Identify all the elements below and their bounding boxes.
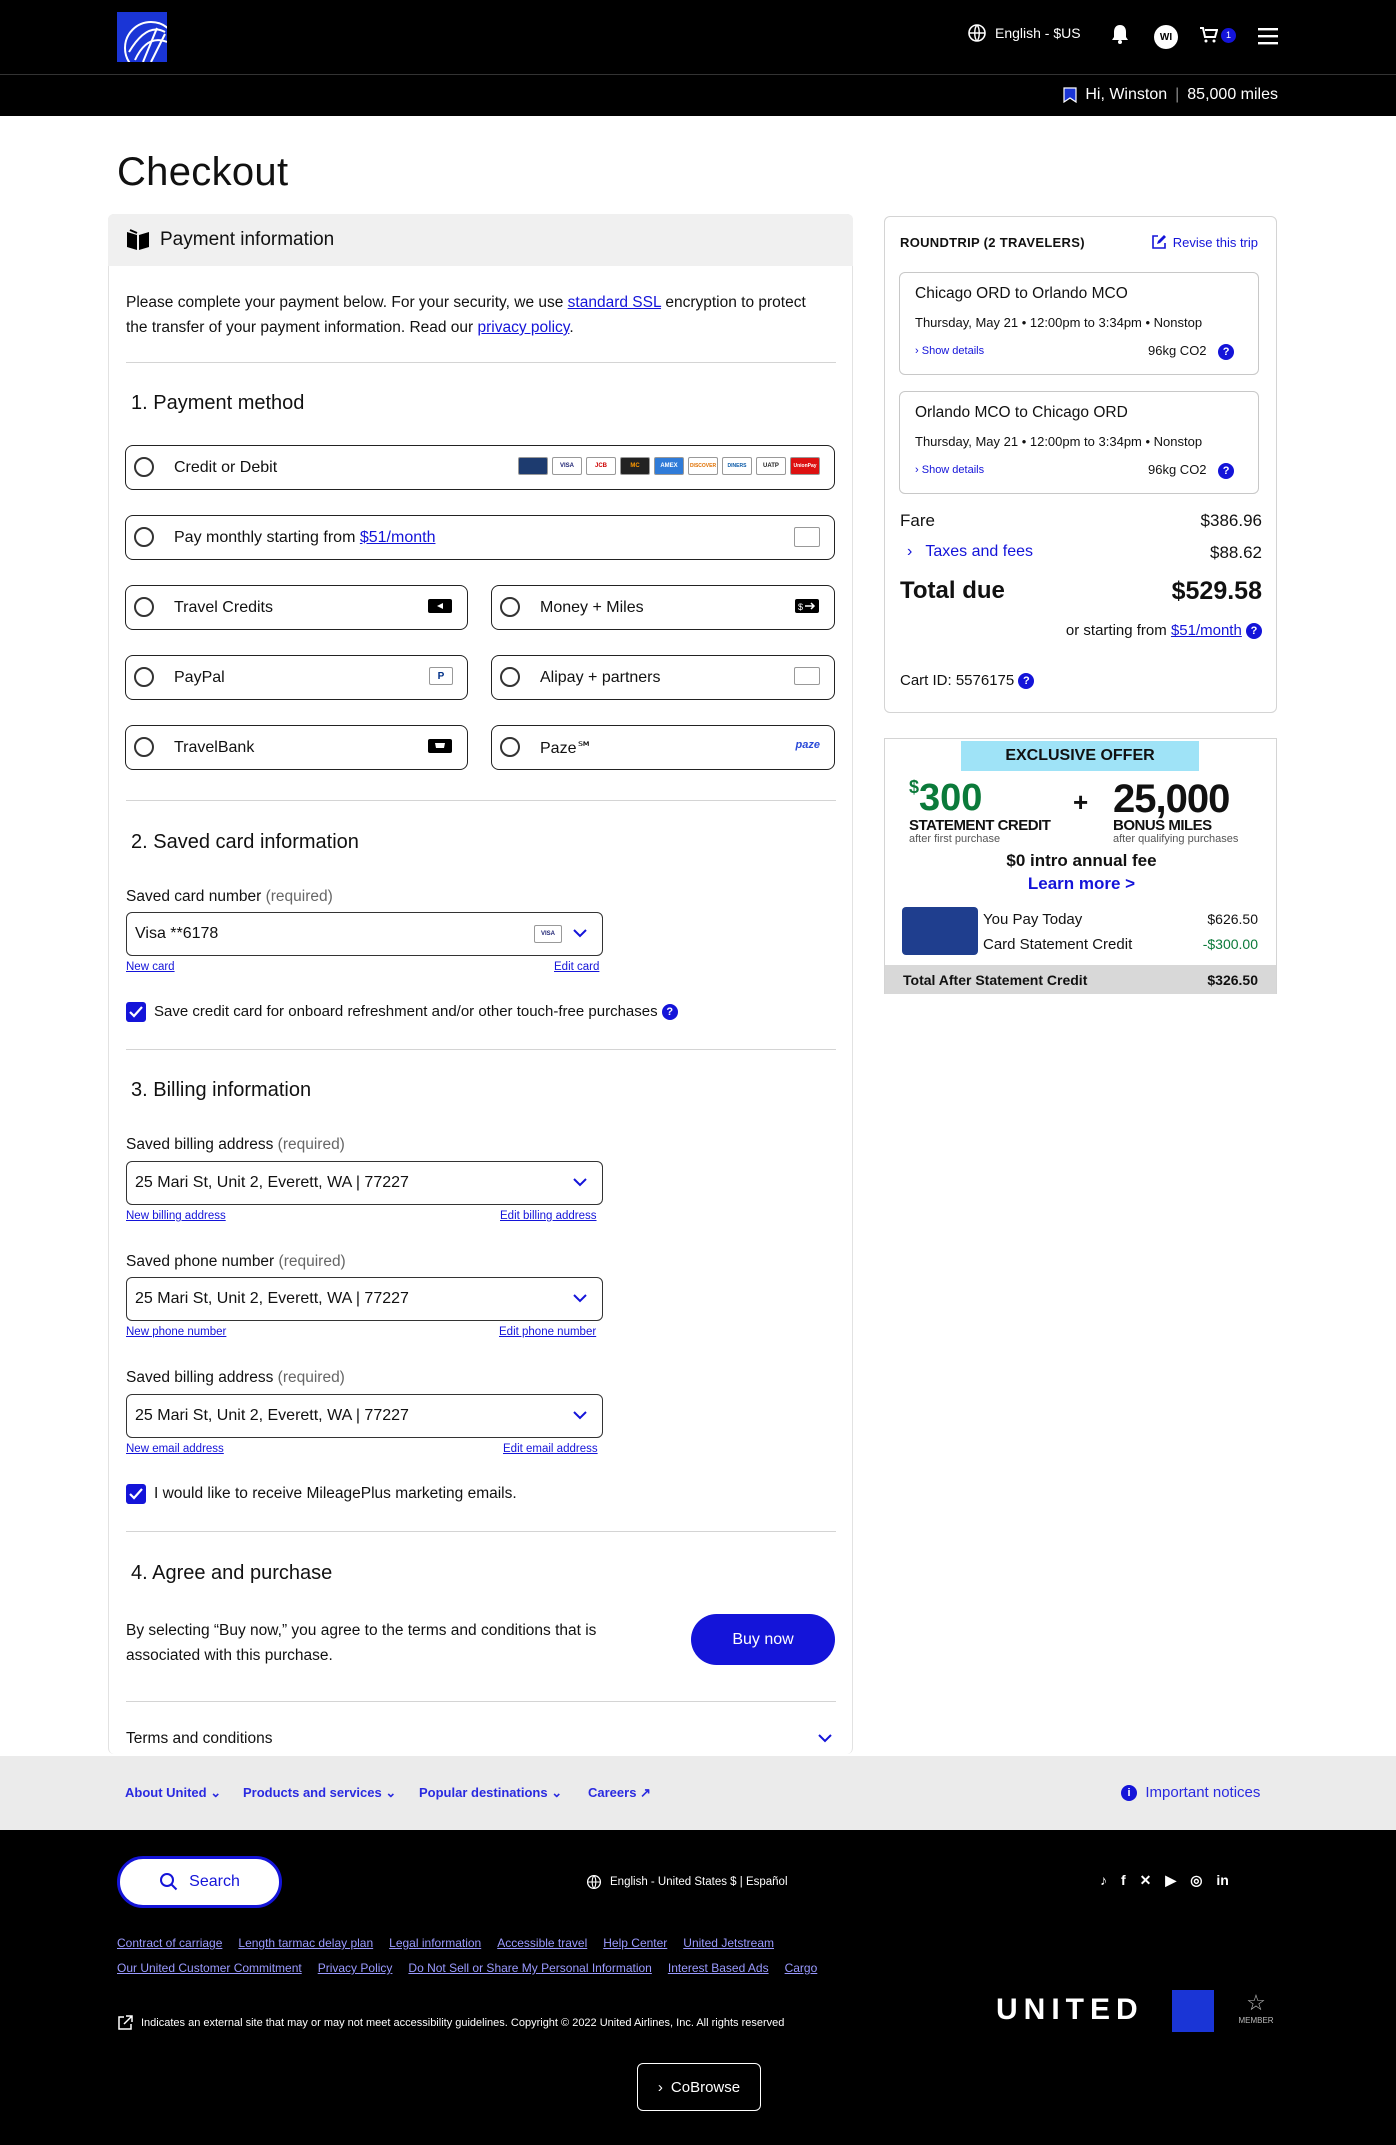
notices-text: Important notices	[1145, 1784, 1261, 1801]
cart-button[interactable]	[1200, 27, 1236, 43]
edit-card-link[interactable]: Edit card	[554, 961, 600, 973]
new-phone-link[interactable]: New phone number	[126, 1326, 227, 1338]
miles-label: BONUS MILES	[1113, 817, 1212, 834]
required-text: (required)	[277, 1136, 345, 1153]
search-icon	[159, 1872, 179, 1892]
help-icon[interactable]: ?	[1218, 344, 1234, 360]
page-title: Checkout	[117, 150, 289, 194]
search-label: Search	[189, 1873, 240, 1890]
saved-card-value: Visa **6178	[135, 925, 219, 942]
flight-leg-2	[899, 391, 1259, 494]
divider	[126, 362, 836, 363]
credit-card-offer[interactable]	[884, 738, 1277, 994]
total-after-row	[885, 965, 1276, 994]
save-card-text: Save credit card for onboard refreshment and/or other touch-free purchases	[154, 1003, 658, 1020]
saved-card-title: 2. Saved card information	[131, 831, 359, 853]
label-text: Saved card number	[126, 888, 262, 905]
star-icon: ☆	[1246, 1990, 1266, 2015]
payment-panel	[108, 214, 853, 1754]
language-selector[interactable]	[967, 23, 1081, 43]
bell-icon[interactable]	[1110, 23, 1130, 45]
facebook-icon[interactable]: f	[1121, 1872, 1126, 1888]
option-credit-debit[interactable]	[125, 445, 835, 490]
intro-text-2: encryption to protect the transfer of your payment information. Read our	[126, 294, 806, 336]
svg-text:$: $	[798, 602, 804, 612]
annual-fee: $0 intro annual fee	[1006, 851, 1157, 870]
save-card-checkbox[interactable]	[126, 1002, 146, 1022]
statement-credit-value: -$300.00	[1202, 936, 1258, 952]
option-money-miles[interactable]	[491, 585, 835, 630]
footer-link[interactable]: Length tarmac delay plan	[238, 1936, 374, 1950]
radio-paypal[interactable]	[134, 667, 154, 687]
external-link-icon	[117, 2015, 133, 2031]
trip-heading: ROUNDTRIP (2 TRAVELERS)	[900, 235, 1085, 250]
divider	[126, 1049, 836, 1050]
user-avatar[interactable]	[1154, 25, 1178, 49]
info-icon: i	[1121, 1785, 1137, 1801]
youtube-icon[interactable]: ▶	[1165, 1872, 1177, 1888]
divider	[126, 1701, 836, 1702]
cobrowse-button[interactable]	[637, 2063, 761, 2111]
social-links	[1100, 1872, 1229, 1889]
offer-banner: EXCLUSIVE OFFER	[961, 741, 1199, 771]
dollar-sign: $	[909, 777, 920, 797]
starting-from	[1066, 622, 1262, 639]
footer-link[interactable]: Our United Customer Commitment	[117, 1961, 302, 1975]
popular-text: Popular destinations	[419, 1785, 548, 1800]
option-alipay[interactable]	[491, 655, 835, 700]
show-details-text: Show details	[921, 464, 985, 476]
help-icon[interactable]: ?	[1246, 623, 1262, 639]
flight-leg-1	[899, 272, 1259, 375]
member-text: MEMBER	[1238, 2016, 1274, 2025]
paypal-label: PayPal	[174, 668, 225, 686]
marketing-label: I would like to receive MileagePlus marketing emails.	[154, 1485, 517, 1502]
visa-icon: VISA	[552, 457, 582, 475]
card-icon	[518, 457, 548, 475]
footer-link[interactable]: Legal information	[389, 1936, 482, 1950]
agree-title: 4. Agree and purchase	[131, 1562, 333, 1584]
paze-label: Paze℠	[540, 739, 593, 757]
united-globe-logo	[1172, 1990, 1214, 2032]
total-value: $529.58	[1171, 577, 1262, 605]
radio-travel-credits[interactable]	[134, 597, 154, 617]
chevron-down-icon	[570, 923, 590, 943]
disclaimer-text: Indicates an external site that may or may not meet accessibility guidelines. Copyright © 2022 United Airlines, Inc. All rights reserved	[141, 2017, 785, 2029]
edit-billing-address-link[interactable]: Edit billing address	[500, 1210, 597, 1222]
cart-icon	[1200, 27, 1218, 43]
plus-sign: +	[1073, 787, 1089, 817]
site-footer	[0, 1830, 1396, 2145]
mileageplus-bar	[0, 74, 1396, 116]
label-text: Saved billing address	[126, 1136, 274, 1153]
footer-link[interactable]: Privacy Policy	[317, 1961, 393, 1975]
radio-paze[interactable]	[500, 737, 520, 757]
option-travelbank[interactable]	[125, 725, 468, 770]
required-text: (required)	[278, 1253, 346, 1270]
globe-icon	[586, 1874, 602, 1890]
paze-logo: paze	[795, 739, 820, 751]
credit-label: STATEMENT CREDIT	[909, 817, 1051, 834]
ticket-icon	[427, 597, 453, 617]
edit-email-link[interactable]: Edit email address	[503, 1443, 598, 1455]
radio-money-miles[interactable]	[500, 597, 520, 617]
required-text: (required)	[265, 888, 333, 905]
credit-sub: after first purchase	[909, 833, 1001, 845]
agree-text: By selecting “Buy now,” you agree to the terms and conditions that is associated with this purchase.	[126, 1622, 597, 1664]
tiktok-icon[interactable]: ♪	[1100, 1872, 1107, 1888]
saved-card-label	[126, 888, 333, 906]
billing-address-label	[126, 1136, 345, 1154]
starting-text: or starting from	[1065, 622, 1171, 639]
instagram-icon[interactable]: ◎	[1190, 1872, 1203, 1888]
buy-now-button[interactable]: Buy now	[691, 1614, 835, 1665]
x-icon[interactable]: ✕	[1139, 1872, 1152, 1888]
show-details-link[interactable]: › Show details	[915, 464, 985, 476]
billing-title: 3. Billing information	[131, 1079, 312, 1101]
billing-address-select[interactable]	[126, 1161, 603, 1205]
pay-today-label: You Pay Today	[983, 911, 1083, 928]
travelbank-label: TravelBank	[174, 738, 255, 756]
help-icon[interactable]: ?	[1218, 463, 1234, 479]
products-text: Products and services	[243, 1785, 382, 1800]
card-brand-icons	[518, 457, 820, 477]
revise-trip-link[interactable]	[1151, 234, 1258, 250]
phone-label	[126, 1253, 346, 1271]
edit-icon	[1151, 234, 1167, 250]
label-text: Saved billing address	[126, 1369, 274, 1386]
divider: |	[1175, 86, 1180, 103]
intro-text-1: Please complete your payment below. For your security, we use	[126, 294, 568, 311]
miles-amount: 25,000	[1113, 777, 1230, 821]
taxes-toggle[interactable]: › Taxes and fees	[907, 543, 1033, 560]
radio-monthly[interactable]	[134, 527, 154, 547]
co2-text: 96kg CO2	[1148, 343, 1207, 358]
footer-link[interactable]: Help Center	[603, 1936, 668, 1950]
jcb-icon: JCB	[586, 457, 616, 475]
globe-icon	[967, 23, 987, 43]
travelbank-icon	[427, 737, 453, 757]
visa-icon: VISA	[534, 925, 562, 943]
monthly-label: Pay monthly starting from	[174, 528, 356, 546]
total-after-label: Total After Statement Credit	[903, 972, 1088, 988]
radio-credit[interactable]	[134, 457, 154, 477]
diners-icon: DINERS	[722, 457, 752, 475]
chevron-down-icon	[570, 1405, 590, 1425]
united-globe-logo[interactable]	[117, 12, 167, 62]
payment-title: Payment information	[160, 229, 335, 250]
revise-text: Revise this trip	[1172, 234, 1258, 250]
amex-icon: AMEX	[654, 457, 684, 475]
edit-phone-link[interactable]: Edit phone number	[499, 1326, 597, 1338]
money-miles-label: Money + Miles	[540, 598, 644, 616]
about-text: About United	[125, 1785, 207, 1800]
privacy-policy-link[interactable]: privacy policy	[477, 319, 570, 336]
bookmark-icon	[1063, 87, 1077, 103]
trip-summary	[884, 216, 1277, 713]
unionpay-icon: UnionPay	[790, 457, 820, 475]
learn-more-link[interactable]: Learn more >	[1027, 874, 1136, 893]
miles-sub: after qualifying purchases	[1113, 833, 1239, 845]
money-miles-icon	[794, 597, 820, 617]
careers-text: Careers	[588, 1785, 637, 1800]
discover-icon: DISCOVER	[688, 457, 718, 475]
taxes-label: Taxes and fees	[925, 543, 1033, 560]
footer-link[interactable]: United Jetstream	[683, 1936, 774, 1950]
email-value: 25 Mari St, Unit 2, Everett, WA | 77227	[135, 1407, 409, 1424]
monthly-link[interactable]: $51/month	[359, 528, 436, 546]
travel-credits-label: Travel Credits	[174, 598, 273, 616]
footer-language[interactable]	[586, 1874, 788, 1890]
chevron-down-icon	[570, 1172, 590, 1192]
leg-route: Chicago ORD to Orlando MCO	[915, 285, 1128, 302]
footer-products-link[interactable]: Products and services ⌄	[243, 1785, 397, 1800]
alipay-icon	[794, 667, 820, 687]
pay-today-value: $626.50	[1207, 911, 1258, 927]
divider	[126, 800, 836, 801]
alipay-label: Alipay + partners	[540, 668, 661, 686]
footer-careers-link[interactable]: Careers ↗	[588, 1785, 651, 1800]
statement-credit-label: Card Statement Credit	[983, 936, 1133, 953]
cart-count-badge: 1	[1221, 28, 1236, 43]
avatar-initials: WI	[1154, 25, 1178, 49]
cobrowse-label: CoBrowse	[670, 2078, 741, 2096]
footer-search-button[interactable]	[117, 1856, 282, 1908]
star-alliance-badge	[1236, 1990, 1276, 2025]
co2-text: 96kg CO2	[1148, 462, 1207, 477]
credit-value: 300	[919, 777, 983, 819]
menu-icon[interactable]	[1258, 27, 1278, 45]
help-icon[interactable]: ?	[662, 1004, 678, 1020]
legal-links-row-2	[117, 1961, 817, 1975]
cart-id	[900, 672, 1034, 689]
ssl-link[interactable]: standard SSL	[567, 294, 662, 311]
united-wordmark: UNITED	[996, 1993, 1144, 2026]
payment-header	[108, 214, 853, 266]
email-label	[126, 1369, 345, 1387]
chevron-down-icon	[570, 1288, 590, 1308]
total-label: Total due	[900, 577, 1005, 604]
footer-link[interactable]: Cargo	[784, 1961, 818, 1975]
phone-value: 25 Mari St, Unit 2, Everett, WA | 77227	[135, 1290, 409, 1307]
uatp-icon: UATP	[756, 457, 786, 475]
footer-popular-link[interactable]: Popular destinations ⌄	[419, 1785, 563, 1800]
leg-details: Thursday, May 21 • 12:00pm to 3:34pm • Nonstop	[915, 315, 1203, 330]
intro-text-3: .	[569, 319, 574, 336]
help-icon[interactable]: ?	[1018, 673, 1034, 689]
credit-card-image	[902, 907, 978, 955]
radio-travelbank[interactable]	[134, 737, 154, 757]
important-notices-link[interactable]	[1121, 1784, 1260, 1801]
total-after-value: $326.50	[1207, 972, 1258, 988]
marketing-checkbox[interactable]	[126, 1484, 146, 1504]
leg-details: Thursday, May 21 • 12:00pm to 3:34pm • Nonstop	[915, 434, 1203, 449]
top-nav	[0, 0, 1396, 74]
divider	[126, 1531, 836, 1532]
cart-id-text: Cart ID: 5576175	[900, 672, 1015, 689]
linkedin-icon[interactable]: in	[1216, 1872, 1229, 1888]
footer-link[interactable]: Do Not Sell or Share My Personal Information	[408, 1961, 652, 1975]
greeting[interactable]	[1063, 86, 1278, 104]
email-select[interactable]	[126, 1394, 603, 1438]
footer-link[interactable]: Accessible travel	[497, 1936, 588, 1950]
show-details-text: Show details	[921, 345, 985, 357]
leg-co2	[1148, 343, 1234, 360]
miles-balance: 85,000 miles	[1187, 86, 1278, 103]
saved-card-select[interactable]	[126, 912, 603, 956]
phone-select[interactable]	[126, 1277, 603, 1321]
payment-intro	[126, 290, 806, 340]
option-paze[interactable]	[491, 725, 835, 770]
chevron-down-icon[interactable]	[815, 1728, 835, 1748]
radio-alipay[interactable]	[500, 667, 520, 687]
option-travel-credits[interactable]	[125, 585, 468, 630]
new-billing-address-link[interactable]: New billing address	[126, 1210, 226, 1222]
footer-language-text: English - United States $ | Español	[610, 1876, 788, 1888]
label-text: Saved phone number	[126, 1253, 275, 1270]
affirm-icon	[794, 527, 820, 547]
footer-disclaimer	[117, 2015, 784, 2031]
monthly-link[interactable]: $51/month	[1170, 622, 1242, 639]
mastercard-icon: MC	[620, 457, 650, 475]
payment-method-title: 1. Payment method	[131, 392, 305, 414]
leg-co2	[1148, 462, 1234, 479]
fare-label: Fare	[900, 511, 935, 530]
language-label: English - $US	[995, 25, 1081, 41]
fare-value: $386.96	[1200, 511, 1262, 530]
option-pay-monthly[interactable]	[125, 515, 835, 560]
chevron-right-icon: ›	[657, 2078, 663, 2096]
required-text: (required)	[277, 1369, 345, 1386]
footer-link[interactable]: Contract of carriage	[117, 1936, 223, 1950]
option-paypal[interactable]	[125, 655, 468, 700]
billing-address-value: 25 Mari St, Unit 2, Everett, WA | 77227	[135, 1174, 409, 1191]
show-details-link[interactable]: › Show details	[915, 345, 985, 357]
legal-links-row-1	[117, 1936, 774, 1950]
payment-book-icon	[126, 229, 150, 251]
leg-route: Orlando MCO to Chicago ORD	[915, 404, 1128, 421]
terms-toggle[interactable]: Terms and conditions	[126, 1730, 273, 1747]
credit-label: Credit or Debit	[174, 458, 278, 476]
greeting-text: Hi, Winston	[1085, 86, 1168, 103]
credit-amount	[909, 777, 982, 820]
taxes-value: $88.62	[1210, 543, 1262, 562]
new-email-link[interactable]: New email address	[126, 1443, 224, 1455]
save-card-label	[154, 1003, 678, 1020]
footer-link[interactable]: Interest Based Ads	[667, 1961, 769, 1975]
footer-nav	[0, 1756, 1396, 1830]
footer-about-link[interactable]: About United ⌄	[125, 1785, 222, 1800]
paypal-icon: P	[429, 667, 453, 687]
new-card-link[interactable]: New card	[126, 961, 175, 973]
